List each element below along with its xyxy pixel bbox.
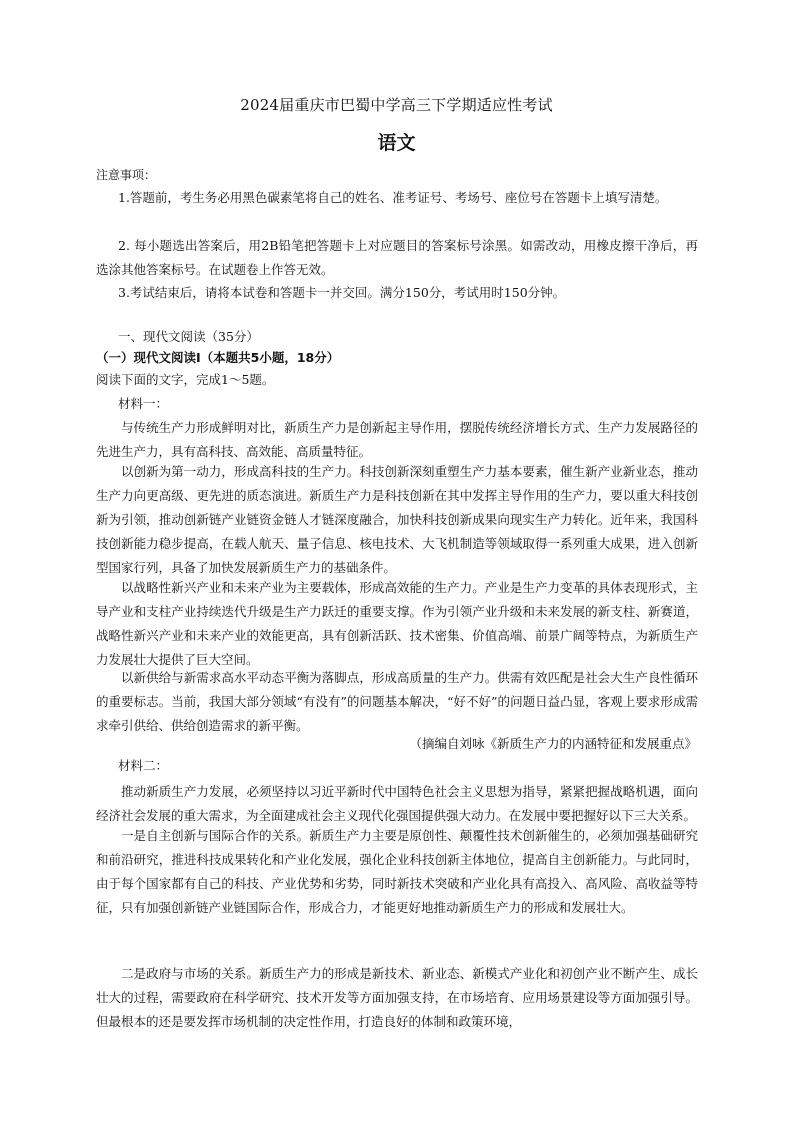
subject-title: 语文 (377, 132, 416, 154)
material-2-paragraph: 推动新质生产力发展，必须坚持以习近平新时代中国特色社会主义思想为指导，紧紧把握战略机遇，面向经济社会发展的重大需求，为全面建成社会主义现代化强国提供强大动力。在发展中要把握好以下三大关系。 (96, 784, 698, 823)
material-1-paragraph: 以战略性新兴产业和未来产业为主要载体，形成高效能的生产力。产业是生产力变革的具体表现形式，主导产业和支柱产业持续迭代升级是生产力跃迁的重要支撑。作为引领产业升级和未来发展的新支柱、新赛道，战略性新兴产业和未来产业的效能更高，具有创新活跃、技术密集、价值高端、前景广阔等特点，为新质生产力发展壮大提供了巨大空间。 (96, 580, 698, 667)
subsection-heading: （一）现代文阅读Ⅰ（本题共5小题，18分） (96, 350, 340, 365)
material-1-source: （摘编自刘咏《新质生产力的内涵特征和发展重点》 (409, 736, 697, 751)
material-1-paragraph: 以创新为第一动力，形成高科技的生产力。科技创新深刻重塑生产力基本要素，催生新产业新业态，推动生产力向更高级、更先进的质态演进。新质生产力是科技创新在其中发挥主导作用的生产力，要以重大科技创新为引领，推动创新链产业链资金链人才链深度融合，加快科技创新成果向现实生产力转化。近年来，我国科技创新能力稳步提高，在载人航天、量子信息、核电技术、大飞机制造等领域取得一系列重大成果，进入创新型国家行列，具备了加快发展新质生产力的基础条件。 (96, 464, 698, 575)
note-item: 2. 每小题选出答案后，用2B铅笔把答题卡上对应题目的答案标号涂黑。如需改动，用橡皮擦干净后，再选涂其他答案标号。在试题卷上作答无效。 (96, 238, 698, 277)
section-heading: 一、现代文阅读（35分） (118, 329, 259, 344)
material-1-paragraph: 以新供给与新需求高水平动态平衡为落脚点，形成高质量的生产力。供需有效匹配是社会大生产良性循环的重要标志。当前，我国大部分领域“有没有”的问题基本解决，“好不好”的问题日益凸显，客观上要求形成需求牵引供给、供给创造需求的新平衡。 (96, 670, 698, 733)
notes-heading: 注意事项： (96, 168, 157, 182)
note-item: 3.考试结束后，请将本试卷和答题卡一并交回。满分150分，考试用时150分钟。 (118, 285, 566, 300)
material-2-label: 材料二： (118, 758, 169, 773)
material-1-label: 材料一： (118, 396, 169, 411)
exam-title: 2024届重庆市巴蜀中学高三下学期适应性考试 (240, 96, 553, 114)
material-1-paragraph: 与传统生产力形成鲜明对比，新质生产力是创新起主导作用，摆脱传统经济增长方式、生产力发展路径的先进生产力，具有高科技、高效能、高质量特征。 (96, 420, 698, 459)
note-item: 1.答题前，考生务必用黑色碳素笔将自己的姓名、准考证号、考场号、座位号在答题卡上填写清楚。 (118, 190, 668, 205)
material-2-paragraph: 一是自主创新与国际合作的关系。新质生产力主要是原创性、颠覆性技术创新催生的，必须加强基础研究和前沿研究，推进科技成果转化和产业化发展，强化企业科技创新主体地位，提高自主创新能力。与此同时，由于每个国家都有自己的科技、产业优势和劣势，同时新技术突破和产业化具有高投入、高风险、高收益等特征，只有加强创新链产业链国际合作，形成合力，才能更好地推动新质生产力的形成和发展壮大。 (96, 828, 698, 915)
material-2-paragraph: 二是政府与市场的关系。新质生产力的形成是新技术、新业态、新模式产业化和初创产业不断产生、成长壮大的过程，需要政府在科学研究、技术开发等方面加强支持，在市场培育、应用场景建设等方面加强引导。但最根本的还是要发挥市场机制的决定性作用，打造良好的体制和政策环境， (96, 966, 698, 1029)
reading-instruction: 阅读下面的文字，完成1～5题。 (96, 372, 275, 387)
